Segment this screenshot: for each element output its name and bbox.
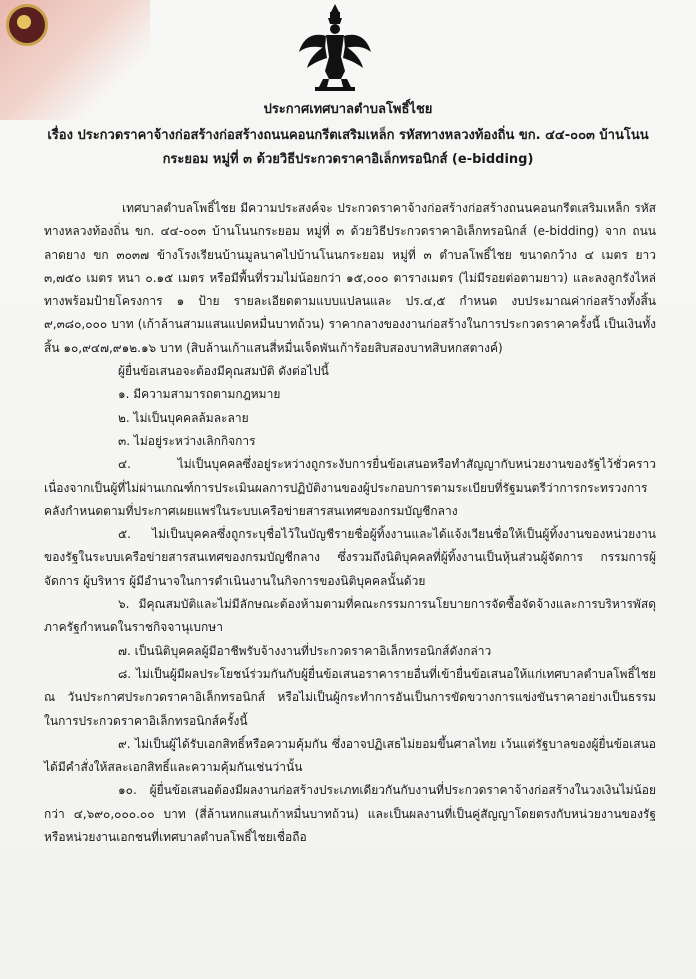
document-subject [40,124,656,172]
subject-line-2: กระยอม หมู่ที่ ๓ ด้วยวิธีประกวดราคาอิเล็กทรอนิกส์ (e-bidding) [162,152,534,167]
qualification-item-7: ๗. เป็นนิติบุคคลผู้มีอาชีพรับจ้างงานที่ประกวดราคาอิเล็กทรอนิกส์ดังกล่าว [118,643,492,658]
qualification-item-5: ๕. ไม่เป็นบุคคลซึ่งถูกระบุชื่อไว้ในบัญชีรายชื่อผู้ทิ้งงานและได้แจ้งเวียนชื่อให้เป็นผู้ทิ้งงานของหน่วยงานของรัฐในระบบเครือข่ายสารสนเทศของกรมบัญชีกลาง ซึ่งรวมถึงนิติบุคคลที่ผู้ทิ้งงานเป็นหุ้นส่วนผู้จัดการ กรรมการผู้จัดการ ผู้บริหาร ผู้มีอำนาจในการดำเนินงานในกิจการของนิติบุคคลนั้นด้วย [44,527,656,588]
qualification-item-3: ๓. ไม่อยู่ระหว่างเลิกกิจการ [118,433,256,448]
document-body [44,197,656,849]
qualification-item-4: ๔. ไม่เป็นบุคคลซึ่งอยู่ระหว่างถูกระงับการยื่นข้อเสนอหรือทำสัญญากับหน่วยงานของรัฐไว้ชั่วคราว เนื่องจากเป็นผู้ที่ไม่ผ่านเกณฑ์การประเมินผลการปฏิบัติงานของผู้ประกอบการตามระเบียบที่รัฐมนตรีว่าการกระทรวงการคลังกำหนดตามที่ประกาศเผยแพร่ในระบบเครือข่ายสารสนเทศของกรมบัญชีกลาง [44,457,656,518]
subject-line-1: เรื่อง ประกวดราคาจ้างก่อสร้างก่อสร้างถนนคอนกรีตเสริมเหล็ก รหัสทางหลวงท้องถิ่น ขก. ๔๔-๐๐๓ บ้านโนน [47,128,649,143]
qualification-item-1: ๑. มีความสามารถตามกฎหมาย [118,387,281,402]
qualification-item-10: ๑๐. ผู้ยื่นข้อเสนอต้องมีผลงานก่อสร้างประเภทเดียวกันกับงานที่ประกวดราคาจ้างก่อสร้างในวงเงินไม่น้อยกว่า ๔,๖๙๐,๐๐๐.๐๐ บาท (สี่ล้านหกแสนเก้าหมื่นบาทถ้วน) และเป็นผลงานที่เป็นคู่สัญญาโดยตรงกับหน่วยงานของรัฐ หรือหน่วยงานเอกชนที่เทศบาลตำบลโพธิ์ไชยเชื่อถือ [44,783,656,845]
qualification-item-9: ๙. ไม่เป็นผู้ได้รับเอกสิทธิ์หรือความคุ้มกัน ซึ่งอาจปฏิเสธไม่ยอมขึ้นศาลไทย เว้นแต่รัฐบาลของผู้ยื่นข้อเสนอได้มีคำสั่งให้สละเอกสิทธิ์และความคุ้มกันเช่นว่านั้น [44,736,656,775]
intro-paragraph: เทศบาลตำบลโพธิ์ไชย มีความประสงค์จะ ประกวดราคาจ้างก่อสร้างก่อสร้างถนนคอนกรีตเสริมเหล็ก รหัสทางหลวงท้องถิ่น ขก. ๔๔-๐๐๓ บ้านโนนกระยอม หมู่ที่ ๓ ด้วยวิธีประกวดราคาอิเล็กทรอนิกส์ (e-bidding) จาก ถนนลาดยาง ขก ๓๐๓๗ ข้างโรงเรียนบ้านมูลนาคไปบ้านโนนกระยอม หมู่ที่ ๓ ตำบลโพธิ์ไชย ขนาดกว้าง ๔ เมตร ยาว ๓,๗๕๐ เมตร หนา ๐.๑๕ เมตร หรือมีพื้นที่รวมไม่น้อยกว่า ๑๕,๐๐๐ ตารางเมตร (ไม่มีรอยต่อตามยาว) และลงลูกรังไหล่ทางพร้อมป้ายโครงการ ๑ ป้าย รายละเอียดตามแบบแปลนและ ปร.๔,๕ กำหนด งบประมาณค่าก่อสร้างทั้งสิ้น ๙,๓๘๐,๐๐๐ บาท (เก้าล้านสามแสนแปดหมื่นบาทถ้วน) ราคากลางของงานก่อสร้างในการประกวดราคาครั้งนี้ เป็นเงินทั้งสิ้น ๑๐,๙๔๗,๙๑๒.๑๖ บาท (สิบล้านเก้าแสนสี่หมื่นเจ็ดพันเก้าร้อยสิบสองบาทสิบหกสตางค์) [44,201,656,355]
document-title: ประกาศเทศบาลตำบลโพธิ์ไชย [263,102,433,117]
qualification-item-6: ๖. มีคุณสมบัติและไม่มีลักษณะต้องห้ามตามที่คณะกรรมการนโยบายการจัดซื้อจัดจ้างและการบริหารพัสดุภาครัฐกำหนดในราชกิจจานุเบกษา [44,597,656,635]
garuda-emblem-icon [295,2,375,94]
qualification-item-8: ๘. ไม่เป็นผู้มีผลประโยชน์ร่วมกันกับผู้ยื่นข้อเสนอราคารายอื่นที่เข้ายื่นข้อเสนอให้แก่เทศบาลตำบลโพธิ์ไชย ณ วันประกาศประกวดราคาอิเล็กทรอนิกส์ หรือไม่เป็นผู้กระทำการอันเป็นการขัดขวางการแข่งขันราคาอย่างเป็นธรรม ในการประกวดราคาอิเล็กทรอนิกส์ครั้งนี้ [44,666,656,728]
qualification-item-2: ๒. ไม่เป็นบุคคลล้มละลาย [118,410,249,425]
seal-badge-icon [6,4,48,46]
qualifications-header: ผู้ยื่นข้อเสนอจะต้องมีคุณสมบัติ ดังต่อไปนี้ [118,364,329,379]
